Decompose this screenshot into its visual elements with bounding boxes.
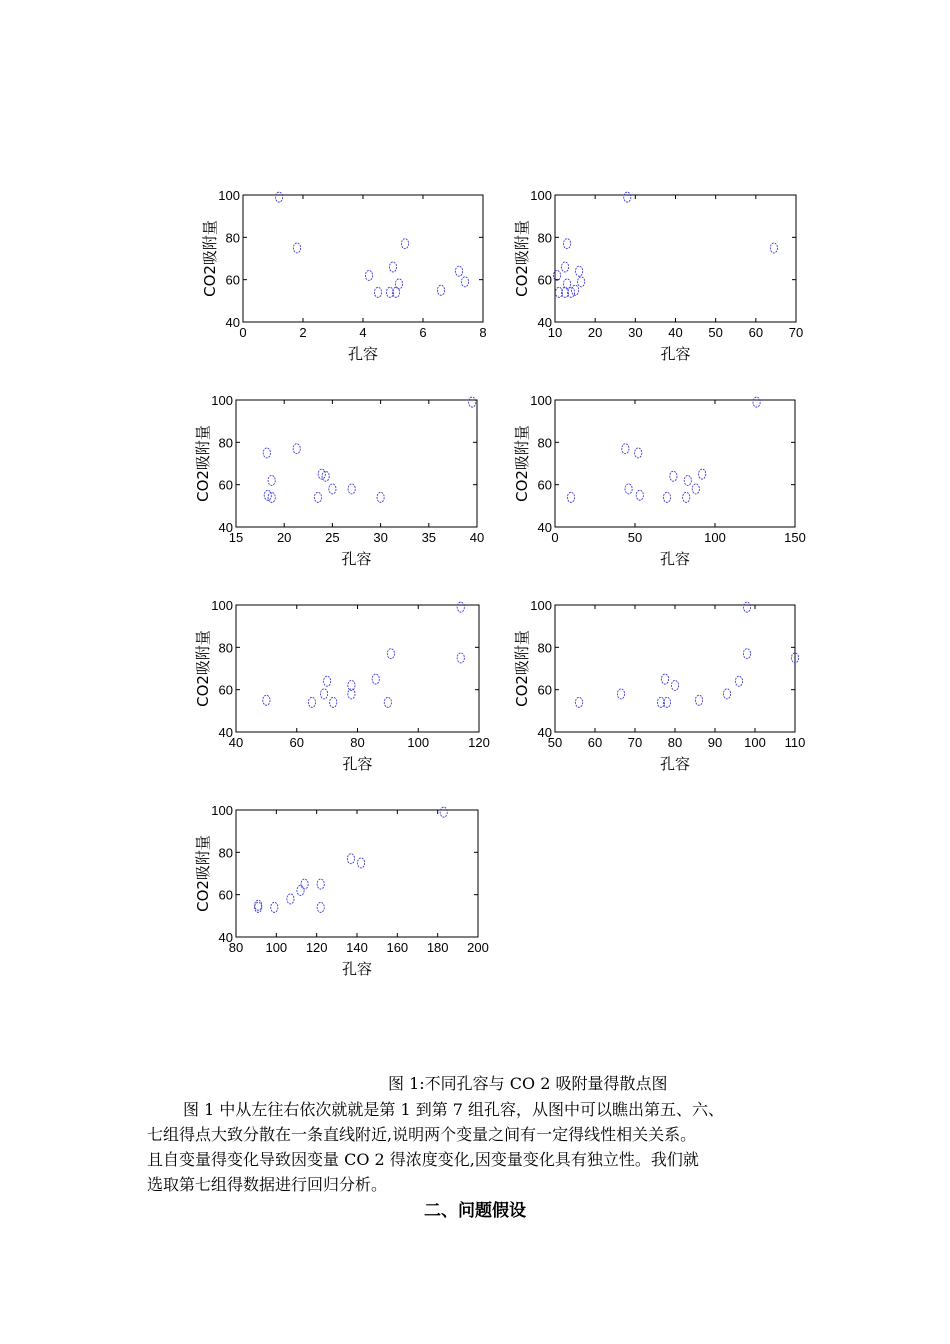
x-tick-label: 80 — [228, 940, 244, 955]
y-tick-label: 60 — [537, 477, 552, 493]
y-tick-label: 80 — [218, 435, 233, 451]
x-tick-label: 20 — [587, 325, 603, 340]
scatter-plot-3 — [185, 385, 490, 580]
y-tick-label: 60 — [537, 272, 552, 288]
data-point — [301, 879, 308, 889]
y-axis-label: CO2吸附量 — [201, 220, 219, 297]
y-axis-label: CO2吸附量 — [513, 425, 531, 502]
y-tick-label: 40 — [218, 725, 233, 740]
data-point — [347, 854, 354, 864]
y-axis-label: CO2吸附量 — [194, 630, 212, 707]
paragraph-line-2: 七组得点大致分散在一条直线附近,说明两个变量之间有一定得线性相关关系。 — [147, 1125, 697, 1144]
x-tick-label: 8 — [479, 325, 487, 340]
data-point — [571, 285, 578, 295]
x-tick-label: 2 — [299, 325, 307, 340]
data-point — [671, 680, 678, 690]
data-point — [268, 475, 275, 485]
data-point — [670, 471, 677, 481]
x-axis-label: 孔容 — [342, 755, 373, 773]
scatter-chart-6 — [500, 590, 810, 785]
data-point — [374, 287, 381, 297]
x-tick-label: 6 — [419, 325, 427, 340]
data-point — [293, 444, 300, 454]
data-point — [330, 697, 337, 707]
data-point — [401, 239, 408, 249]
data-point — [457, 653, 464, 663]
x-tick-label: 50 — [708, 325, 723, 340]
x-tick-label: 150 — [784, 530, 806, 545]
section-heading: 二、问题假设 — [424, 1201, 526, 1221]
x-tick-label: 100 — [704, 530, 726, 545]
x-tick-label: 70 — [627, 735, 643, 750]
y-tick-label: 80 — [537, 230, 552, 246]
data-point — [314, 492, 321, 502]
data-point — [622, 444, 629, 454]
data-point — [308, 697, 315, 707]
scatter-chart-1 — [185, 180, 490, 375]
data-point — [318, 469, 325, 479]
data-point — [271, 902, 278, 912]
data-point — [264, 490, 271, 500]
x-tick-label: 30 — [373, 530, 388, 545]
data-point — [348, 484, 355, 494]
scatter-plot-7 — [185, 795, 490, 990]
x-tick-label: 15 — [228, 530, 244, 545]
data-point — [553, 270, 560, 280]
x-tick-label: 120 — [468, 735, 490, 750]
data-point — [297, 885, 304, 895]
data-point — [617, 689, 624, 699]
x-axis-label: 孔容 — [660, 345, 691, 363]
data-point — [661, 674, 668, 684]
plot-frame — [243, 195, 483, 322]
plot-frame — [555, 400, 795, 527]
data-point — [743, 602, 750, 612]
data-point — [663, 492, 670, 502]
x-tick-label: 50 — [547, 735, 563, 750]
y-tick-label: 60 — [218, 477, 233, 493]
scatter-chart-4 — [500, 385, 810, 580]
scatter-plot-6 — [500, 590, 810, 785]
data-point — [365, 270, 372, 280]
x-axis-label: 孔容 — [341, 960, 373, 978]
x-tick-label: 10 — [547, 325, 563, 340]
data-point — [317, 902, 324, 912]
x-tick-label: 60 — [289, 735, 304, 750]
x-tick-label: 100 — [265, 940, 288, 955]
y-tick-label: 100 — [530, 188, 552, 203]
scatter-plot-5 — [185, 590, 490, 785]
x-axis-label: 孔容 — [341, 550, 372, 568]
paragraph-line-3: 且自变量得变化导致因变量 CO 2 得浓度变化,因变量变化具有独立性。我们就 — [147, 1150, 699, 1169]
y-axis-label: CO2吸附量 — [513, 630, 531, 707]
data-point — [695, 695, 702, 705]
data-point — [636, 490, 643, 500]
y-tick-label: 40 — [537, 315, 552, 330]
x-tick-label: 100 — [744, 735, 766, 750]
x-tick-label: 180 — [426, 940, 449, 955]
x-tick-label: 200 — [467, 940, 489, 955]
y-tick-label: 80 — [537, 640, 552, 656]
scatter-chart-7 — [185, 795, 490, 990]
data-point — [461, 277, 468, 287]
x-tick-label: 40 — [469, 530, 485, 545]
data-point — [575, 697, 582, 707]
data-point — [324, 676, 331, 686]
y-tick-label: 40 — [218, 930, 233, 945]
scatter-plot-1 — [185, 180, 490, 375]
y-tick-label: 40 — [537, 520, 552, 535]
x-tick-label: 40 — [228, 735, 244, 750]
data-point — [372, 674, 379, 684]
scatter-plot-2 — [500, 180, 810, 375]
x-tick-label: 160 — [386, 940, 409, 955]
data-point — [357, 858, 364, 868]
data-point — [770, 243, 777, 253]
x-tick-label: 110 — [784, 735, 806, 750]
x-axis-label: 孔容 — [659, 755, 691, 773]
data-point — [692, 484, 699, 494]
data-point — [287, 894, 294, 904]
data-point — [723, 689, 730, 699]
data-point — [329, 484, 336, 494]
x-tick-label: 80 — [667, 735, 683, 750]
y-tick-label: 40 — [537, 725, 552, 740]
paragraph-line-4: 选取第七组得数据进行回归分析。 — [147, 1175, 388, 1194]
paragraph-line-1: 图 1 中从左往右依次就就是第 1 到第 7 组孔容，从图中可以瞧出第五、六、 — [183, 1100, 725, 1119]
y-tick-label: 80 — [225, 230, 240, 246]
x-tick-label: 0 — [239, 325, 247, 340]
data-point — [743, 649, 750, 659]
data-point — [317, 879, 324, 889]
x-tick-label: 40 — [668, 325, 683, 340]
y-tick-label: 60 — [218, 682, 233, 698]
plot-frame — [236, 810, 478, 937]
scatter-chart-3 — [185, 385, 490, 580]
data-point — [624, 192, 631, 202]
data-point — [455, 266, 462, 276]
data-point — [457, 602, 464, 612]
x-tick-label: 120 — [305, 940, 328, 955]
scatter-plot-4 — [500, 385, 810, 580]
plot-frame — [236, 400, 477, 527]
x-tick-label: 60 — [748, 325, 764, 340]
x-tick-label: 25 — [325, 530, 340, 545]
y-tick-label: 60 — [537, 682, 552, 698]
data-point — [735, 676, 742, 686]
data-point — [576, 266, 583, 276]
data-point — [255, 902, 262, 912]
data-point — [263, 695, 270, 705]
y-tick-label: 100 — [211, 803, 233, 818]
x-tick-label: 0 — [551, 530, 559, 545]
data-point — [440, 807, 447, 817]
data-point — [684, 475, 691, 485]
y-tick-label: 80 — [218, 845, 233, 861]
y-tick-label: 80 — [218, 640, 233, 656]
data-point — [263, 448, 270, 458]
x-axis-label: 孔容 — [347, 345, 379, 363]
y-tick-label: 40 — [225, 315, 240, 330]
data-point — [561, 262, 568, 272]
data-point — [699, 469, 706, 479]
y-tick-label: 100 — [211, 393, 233, 408]
data-point — [578, 277, 585, 287]
x-axis-label: 孔容 — [659, 550, 691, 568]
y-tick-label: 100 — [211, 598, 233, 613]
x-tick-label: 80 — [350, 735, 365, 750]
body-paragraph — [147, 1097, 807, 1197]
x-tick-label: 140 — [346, 940, 368, 955]
data-point — [753, 397, 760, 407]
scatter-chart-5 — [185, 590, 490, 785]
plot-frame — [555, 605, 795, 732]
data-point — [275, 192, 282, 202]
x-tick-label: 4 — [359, 325, 367, 340]
data-point — [683, 492, 690, 502]
y-tick-label: 100 — [218, 188, 240, 203]
x-tick-label: 60 — [587, 735, 603, 750]
y-tick-label: 60 — [218, 887, 233, 903]
y-tick-label: 100 — [530, 393, 552, 408]
y-tick-label: 60 — [225, 272, 240, 288]
data-point — [469, 397, 476, 407]
y-axis-label: CO2吸附量 — [194, 425, 212, 502]
x-tick-label: 70 — [788, 325, 804, 340]
data-point — [377, 492, 384, 502]
plot-frame — [236, 605, 479, 732]
data-point — [255, 900, 262, 910]
data-point — [395, 279, 402, 289]
x-tick-label: 100 — [407, 735, 430, 750]
scatter-chart-2 — [500, 180, 810, 375]
data-point — [437, 285, 444, 295]
data-point — [320, 689, 327, 699]
data-point — [563, 239, 570, 249]
y-tick-label: 40 — [218, 520, 233, 535]
y-axis-label: CO2吸附量 — [194, 835, 212, 912]
x-tick-label: 35 — [421, 530, 437, 545]
x-tick-label: 90 — [707, 735, 723, 750]
x-tick-label: 20 — [276, 530, 292, 545]
x-tick-label: 30 — [628, 325, 643, 340]
data-point — [567, 492, 574, 502]
y-tick-label: 80 — [537, 435, 552, 451]
data-point — [387, 649, 394, 659]
data-point — [384, 697, 391, 707]
figure-caption: 图 1:不同孔容与 CO 2 吸附量得散点图 — [388, 1074, 668, 1093]
x-tick-label: 50 — [627, 530, 643, 545]
plot-frame — [555, 195, 796, 322]
data-point — [389, 262, 396, 272]
data-point — [625, 484, 632, 494]
data-point — [293, 243, 300, 253]
y-axis-label: CO2吸附量 — [513, 220, 531, 297]
y-tick-label: 100 — [530, 598, 552, 613]
data-point — [635, 448, 642, 458]
